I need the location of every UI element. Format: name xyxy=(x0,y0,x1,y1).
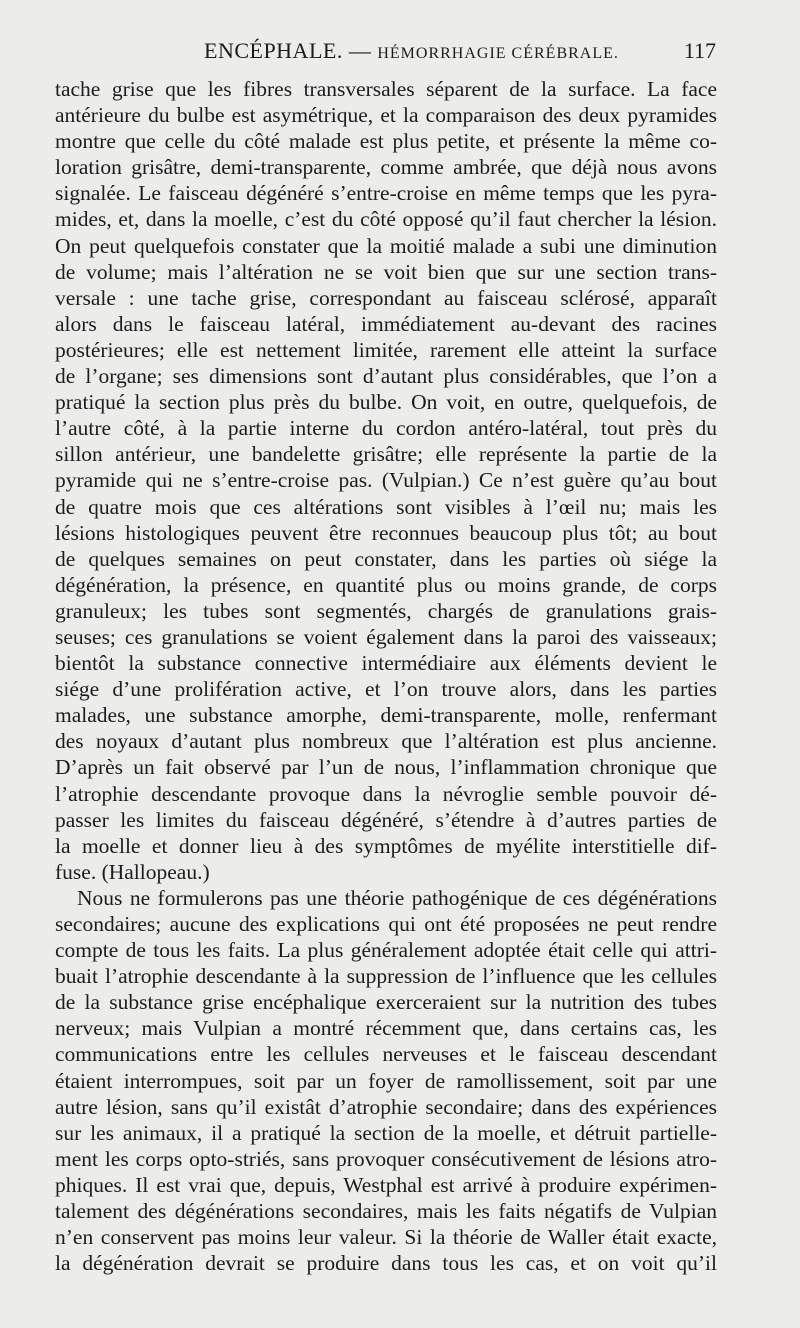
text-line: tache grise que les fibres transversales séparent de la surface. La face xyxy=(55,77,717,101)
text-line: la moelle et donner lieu à des symptômes de myélite interstitielle dif- xyxy=(55,833,717,858)
text-line: des noyaux d’autant plus nombreux que l’altération est plus ancienne. xyxy=(55,729,717,754)
text-line: siége d’une prolifération active, et l’on trouve alors, dans les parties xyxy=(55,677,717,702)
text-line: fuse. (Hallopeau.) xyxy=(55,859,210,884)
text-line: postérieures; elle est nettement limitée, rarement elle atteint la surface xyxy=(55,337,717,362)
text-line: de volume; mais l’altération ne se voit bien que sur une section trans- xyxy=(55,259,717,284)
text-line: sur les animaux, il a pratiqué la section de la moelle, et détruit partielle- xyxy=(55,1120,717,1145)
text-line: malades, une substance amorphe, demi-transparente, molle, renfermant xyxy=(55,703,717,728)
running-title xyxy=(204,38,619,64)
text-line: passer les limites du faisceau dégénéré, s’étendre à d’autres parties de xyxy=(55,807,717,832)
text-line: On peut quelquefois constater que la moitié malade a subi une diminution xyxy=(55,233,717,258)
text-line: de quelques semaines on peut constater, dans les parties où siége la xyxy=(55,546,717,571)
text-line: versale : une tache grise, correspondant au faisceau sclérosé, apparaît xyxy=(55,285,717,310)
text-line: compte de tous les faits. La plus généralement adoptée était celle qui attri- xyxy=(55,938,717,963)
text-line: l’atrophie descendante provoque dans la névroglie semble pouvoir dé- xyxy=(55,781,717,806)
text-line: phiques. Il est vrai que, depuis, Westphal est arrivé à produire expérimen- xyxy=(55,1172,717,1197)
text-line: l’autre côté, à la partie interne du cordon antéro-latéral, tout près du xyxy=(55,416,717,441)
text-line: communications entre les cellules nerveuses et le faisceau descendant xyxy=(55,1042,717,1067)
running-title-main: ENCÉPHALE. — xyxy=(204,38,372,63)
text-line: loration grisâtre, demi-transparente, comme ambrée, que déjà nous avons xyxy=(55,155,717,180)
text-line: D’après un fait observé par l’un de nous, l’inflammation chronique que xyxy=(55,755,717,780)
running-title-sub: HÉMORRHAGIE CÉRÉBRALE. xyxy=(377,45,619,62)
text-line: n’en conservent pas moins leur valeur. Si la théorie de Waller était exacte, xyxy=(55,1225,717,1250)
text-line: de quatre mois que ces altérations sont visibles à l’œil nu; mais les xyxy=(55,494,717,519)
text-line: montre que celle du côté malade est plus petite, et présente la même co- xyxy=(55,129,717,154)
text-line: pratiqué la section plus près du bulbe. On voit, en outre, quelquefois, de xyxy=(55,390,717,415)
text-line: la dégénération devrait se produire dans tous les cas, et on voit qu’il xyxy=(55,1251,717,1276)
text-line: talement des dégénérations secondaires, mais les faits négatifs de Vulpian xyxy=(55,1199,717,1224)
text-line: de la substance grise encéphalique exerceraient sur la nutrition des tubes xyxy=(55,990,717,1015)
text-line: Nous ne formulerons pas une théorie pathogénique de ces dégénérations xyxy=(77,885,717,910)
text-line: sillon antérieur, une bandelette grisâtre; elle représente la partie de la xyxy=(55,442,717,467)
text-line: de l’organe; ses dimensions sont d’autant plus considérables, que l’on a xyxy=(55,364,717,389)
text-line: bientôt la substance connective intermédiaire aux éléments devient le xyxy=(55,651,717,676)
text-line: seuses; ces granulations se voient également dans la paroi des vaisseaux; xyxy=(55,624,717,649)
text-line: dégénération, la présence, en quantité plus ou moins grande, de corps xyxy=(55,572,717,597)
text-line: signalée. Le faisceau dégénéré s’entre-croise en même temps que les pyra- xyxy=(55,181,717,206)
text-line: granuleux; les tubes sont segmentés, chargés de granulations grais- xyxy=(55,598,717,623)
text-line: mides, et, dans la moelle, c’est du côté opposé qu’il faut chercher la lésion. xyxy=(55,207,717,232)
text-line: secondaires; aucune des explications qui ont été proposées ne peut rendre xyxy=(55,912,717,936)
body-text xyxy=(55,76,717,1276)
page-number: 117 xyxy=(683,38,716,63)
text-line: nerveux; mais Vulpian a montré récemment que, dans certains cas, les xyxy=(55,1016,717,1041)
text-line: pyramide qui ne s’entre-croise pas. (Vulpian.) Ce n’est guère qu’au bout xyxy=(55,468,717,493)
text-line: étaient interrompues, soit par un foyer de ramollissement, soit par une xyxy=(55,1068,717,1093)
text-line: ment les corps opto-striés, sans provoquer consécutivement de lésions atro- xyxy=(55,1146,717,1171)
text-line: buait l’atrophie descendante à la suppression de l’influence que les cellules xyxy=(55,964,717,989)
text-line: antérieure du bulbe est asymétrique, et la comparaison des deux pyramides xyxy=(55,103,717,128)
text-line: autre lésion, sans qu’il existât d’atrophie secondaire; dans des expériences xyxy=(55,1094,717,1119)
text-line: lésions histologiques peuvent être reconnues beaucoup plus tôt; au bout xyxy=(55,520,717,545)
text-line: alors dans le faisceau latéral, immédiatement au-devant des racines xyxy=(55,311,717,336)
running-header xyxy=(150,38,716,72)
